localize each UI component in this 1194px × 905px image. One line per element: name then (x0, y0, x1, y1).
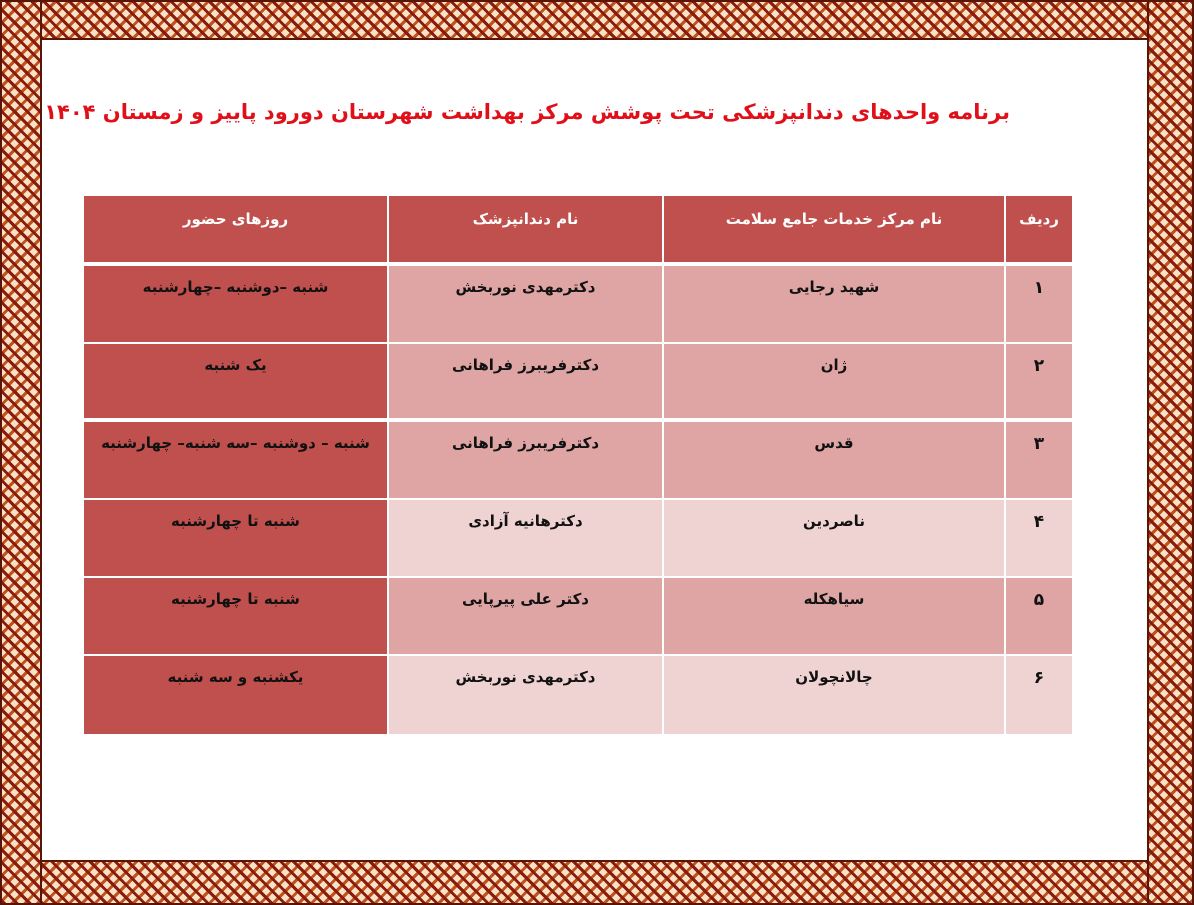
header-center: نام مرکز خدمات جامع سلامت (662, 196, 1004, 262)
table-row (84, 656, 1072, 734)
cell-center: قدس (662, 422, 1004, 498)
cell-days: شنبه تا چهارشنبه (84, 578, 387, 654)
table-row (84, 344, 1072, 418)
cell-radif: ۲ (1004, 344, 1072, 418)
cell-radif: ۱ (1004, 266, 1072, 342)
cell-doctor: دکترمهدی نوربخش (387, 266, 662, 342)
cell-days: شنبه تا چهارشنبه (84, 500, 387, 576)
cell-doctor: دکترهانیه آزادی (387, 500, 662, 576)
cell-days: یکشنبه و سه شنبه (84, 656, 387, 734)
decorative-border-top (0, 0, 1194, 40)
table-header-row (84, 196, 1072, 262)
header-radif: ردیف (1004, 196, 1072, 262)
page-title: برنامه واحدهای دندانپزشکی تحت پوشش مرکز بهداشت شهرستان دورود پاییز و زمستان ۱۴۰۴ (44, 100, 1010, 124)
cell-radif: ۳ (1004, 422, 1072, 498)
cell-radif: ۵ (1004, 578, 1072, 654)
table-row (84, 422, 1072, 498)
cell-center: شهید رجایی (662, 266, 1004, 342)
header-days: روزهای حضور (84, 196, 387, 262)
decorative-border-left (0, 0, 42, 905)
cell-center: ناصردین (662, 500, 1004, 576)
schedule-table (84, 196, 1072, 734)
cell-doctor: دکترفریبرز فراهانی (387, 344, 662, 418)
cell-radif: ۶ (1004, 656, 1072, 734)
cell-days: شنبه –دوشنبه –چهارشنبه (84, 266, 387, 342)
decorative-border-bottom (0, 860, 1194, 905)
header-doctor: نام دندانپزشک (387, 196, 662, 262)
cell-center: ژان (662, 344, 1004, 418)
table-row (84, 500, 1072, 576)
table-row (84, 578, 1072, 654)
cell-doctor: دکترمهدی نوربخش (387, 656, 662, 734)
cell-days: یک شنبه (84, 344, 387, 418)
decorative-border-right (1147, 0, 1194, 905)
cell-days: شنبه – دوشنبه –سه شنبه– چهارشنبه (84, 422, 387, 498)
table-row (84, 266, 1072, 342)
cell-center: سیاهکله (662, 578, 1004, 654)
cell-radif: ۴ (1004, 500, 1072, 576)
cell-center: چالانچولان (662, 656, 1004, 734)
cell-doctor: دکتر علی پیرپایی (387, 578, 662, 654)
cell-doctor: دکترفریبرز فراهانی (387, 422, 662, 498)
